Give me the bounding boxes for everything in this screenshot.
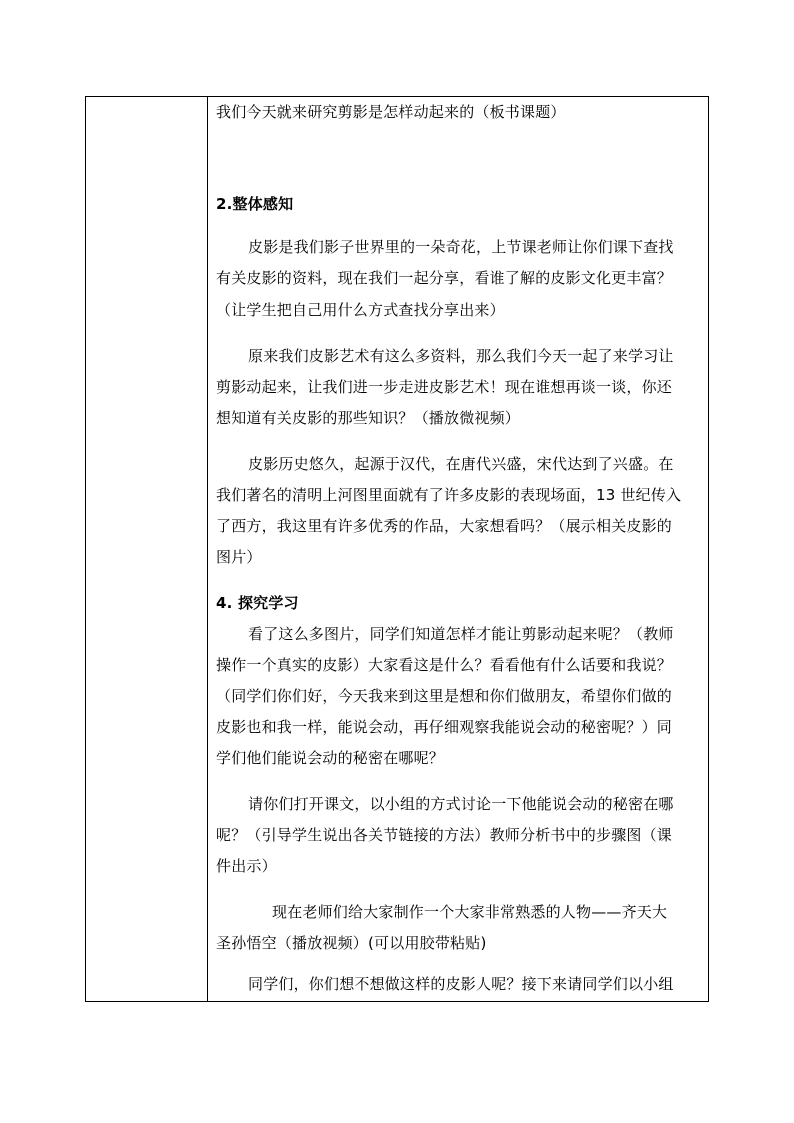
lesson-table xyxy=(85,96,709,1002)
table-left-column xyxy=(86,97,208,1001)
paragraph-line: 皮影是我们影子世界里的一朵奇花，上节课老师让你们课下查找 xyxy=(248,238,674,256)
paragraph-line: 我们著名的清明上河图里面就有了许多皮影的表现场面，13 世纪传入 xyxy=(216,486,682,504)
intro-line: 我们今天就来研究剪影是怎样动起来的（板书课题） xyxy=(216,103,566,121)
paragraph-line: 看了这么多图片，同学们知道怎样才能让剪影动起来呢？（教师 xyxy=(248,625,674,643)
paragraph-line: 件出示） xyxy=(216,857,277,875)
paragraph-line: 请你们打开课文，以小组的方式讨论一下他能说会动的秘密在哪 xyxy=(248,795,674,813)
paragraph-line: 学们他们能说会动的秘密在哪呢？ xyxy=(216,749,445,767)
paragraph-line: 想知道有关皮影的那些知识？（播放微视频） xyxy=(216,409,521,427)
paragraph-line: （同学们你们好，今天我来到这里是想和你们做朋友，希望你们做的 xyxy=(216,687,673,705)
table-content-cell xyxy=(208,97,708,1001)
paragraph-line: 剪影动起来，让我们进一步走进皮影艺术！现在谁想再谈一谈，你还 xyxy=(216,378,673,396)
paragraph-line: 操作一个真实的皮影）大家看这是什么？看看他有什么话要和我说？ xyxy=(216,656,673,674)
paragraph-line: （让学生把自己用什么方式查找分享出来） xyxy=(216,301,505,319)
section-heading-explore: 4. 探究学习 xyxy=(216,594,299,612)
paragraph-line: 现在老师们给大家制作一个大家非常熟悉的人物——齐天大 xyxy=(272,903,668,921)
paragraph-line: 图片） xyxy=(216,548,262,566)
paragraph-line: 同学们，你们想不想做这样的皮影人呢？接下来请同学们以小组 xyxy=(248,975,674,993)
section-heading-overall: 2.整体感知 xyxy=(216,195,294,213)
paragraph-line: 皮影历史悠久，起源于汉代，在唐代兴盛，宋代达到了兴盛。在 xyxy=(248,455,674,473)
paragraph-line: 圣孙悟空（播放视频）(可以用胶带粘贴) xyxy=(216,934,487,952)
paragraph-line: 了西方，我这里有许多优秀的作品，大家想看吗？（展示相关皮影的 xyxy=(216,517,673,535)
paragraph-line: 呢？（引导学生说出各关节链接的方法）教师分析书中的步骤图（课 xyxy=(216,826,673,844)
paragraph-line: 皮影也和我一样，能说会动，再仔细观察我能说会动的秘密呢？）同 xyxy=(216,718,673,736)
paragraph-line: 原来我们皮影艺术有这么多资料，那么我们今天一起了来学习让 xyxy=(248,347,674,365)
paragraph-line: 有关皮影的资料，现在我们一起分享，看谁了解的皮影文化更丰富？ xyxy=(216,269,673,287)
